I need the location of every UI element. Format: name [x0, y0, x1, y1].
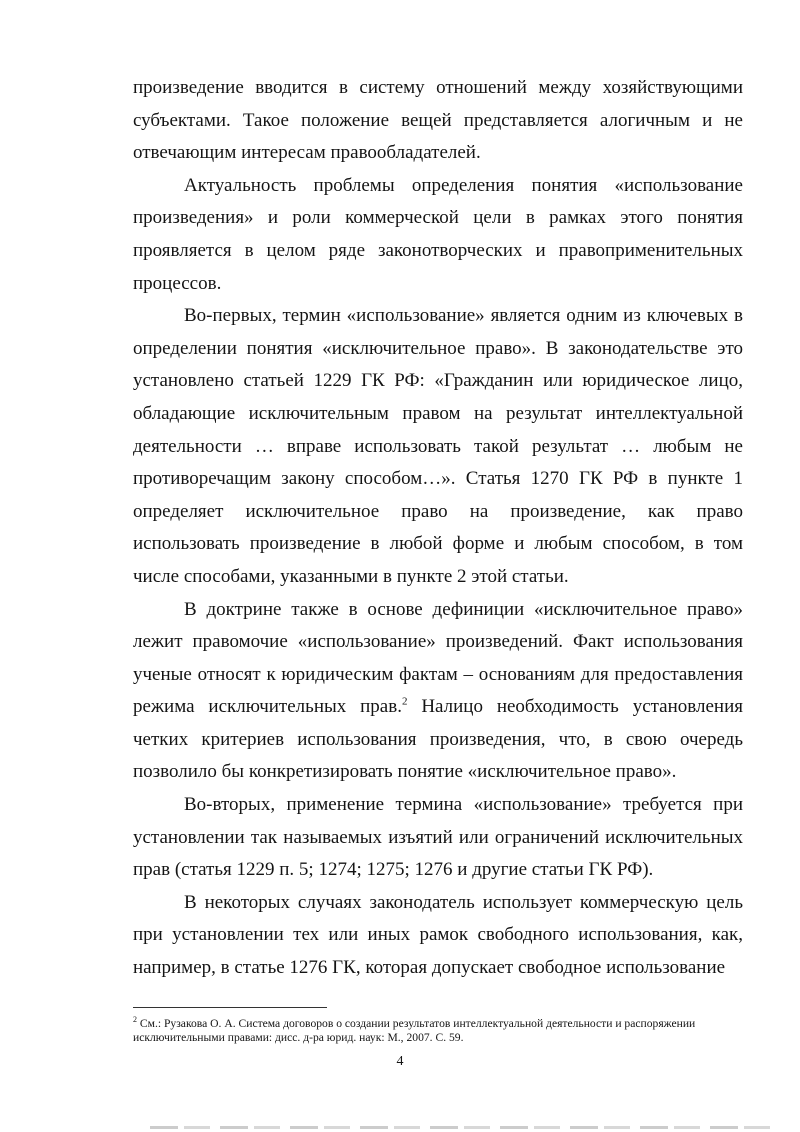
- body-text: [133, 72, 743, 985]
- footnote-reference[interactable]: 2: [401, 695, 408, 708]
- paragraph-2: Актуальность проблемы определения понятия «использование произведения» и роли коммерческой цели в рамках этого понятия проявляется в целом ряде законотворческих и правоприменительных процессов.: [133, 174, 743, 294]
- footnote: [133, 1017, 745, 1045]
- page-number: 4: [396, 1054, 404, 1069]
- paragraph-6: В некоторых случаях законодатель использует коммерческую цель при установлении тех или иных рамок свободного использования, как, например, в статье 1276 ГК, которая допускает свободное использование: [133, 891, 743, 979]
- footnote-text: См.: Рузакова О. А. Система договоров о создании результатов интеллектуальной деятельности и распоряжении исключительными правами: дисс. д-ра юрид. наук: М., 2007. С. 59.: [133, 1017, 696, 1044]
- paragraph-4-text-before: В доктрине также в основе дефиниции «исключительное право» лежит правомочие «использование» произведений. Факт использования ученые относят к юридическим фактам – основаниям для предоставления режима исключительных прав.: [133, 598, 743, 718]
- paragraph-5: Во-вторых, применение термина «использование» требуется при установлении так называемых изъятий или ограничений исключительных прав (статья 1229 п. 5; 1274; 1275; 1276 и другие статьи ГК РФ).: [133, 794, 743, 881]
- paragraph-1: произведение вводится в систему отношений между хозяйствующими субъектами. Такое положение вещей представляется алогичным и не отвечающим интересам правообладателей.: [133, 77, 743, 164]
- paragraph-3: Во-первых, термин «использование» является одним из ключевых в определении понятия «исключительное право». В законодательстве это установлено статьей 1229 ГК РФ: «Гражданин или юридическое лицо, обладающие исключительным правом на результат интеллектуальной деятельности … вправе использовать такой результат … любым не противоречащим закону способом…». Статья 1270 ГК РФ в пункте 1 определяет исключительное право на произведение, как право использовать произведение в любой форме и любым способом, в том числе способами, указанными в пункте 2 этой статьи.: [133, 305, 743, 587]
- footnote-divider: [133, 1007, 327, 1008]
- paragraph-4-text-after: Налицо необходимость установления четких критериев использования произведения, что, в свою очередь позволило бы конкретизировать понятие «исключительное право».: [133, 696, 743, 783]
- paragraph-4: [133, 594, 743, 790]
- scan-edge-artifact: [150, 1126, 770, 1129]
- footnote-number: 2: [133, 1015, 137, 1025]
